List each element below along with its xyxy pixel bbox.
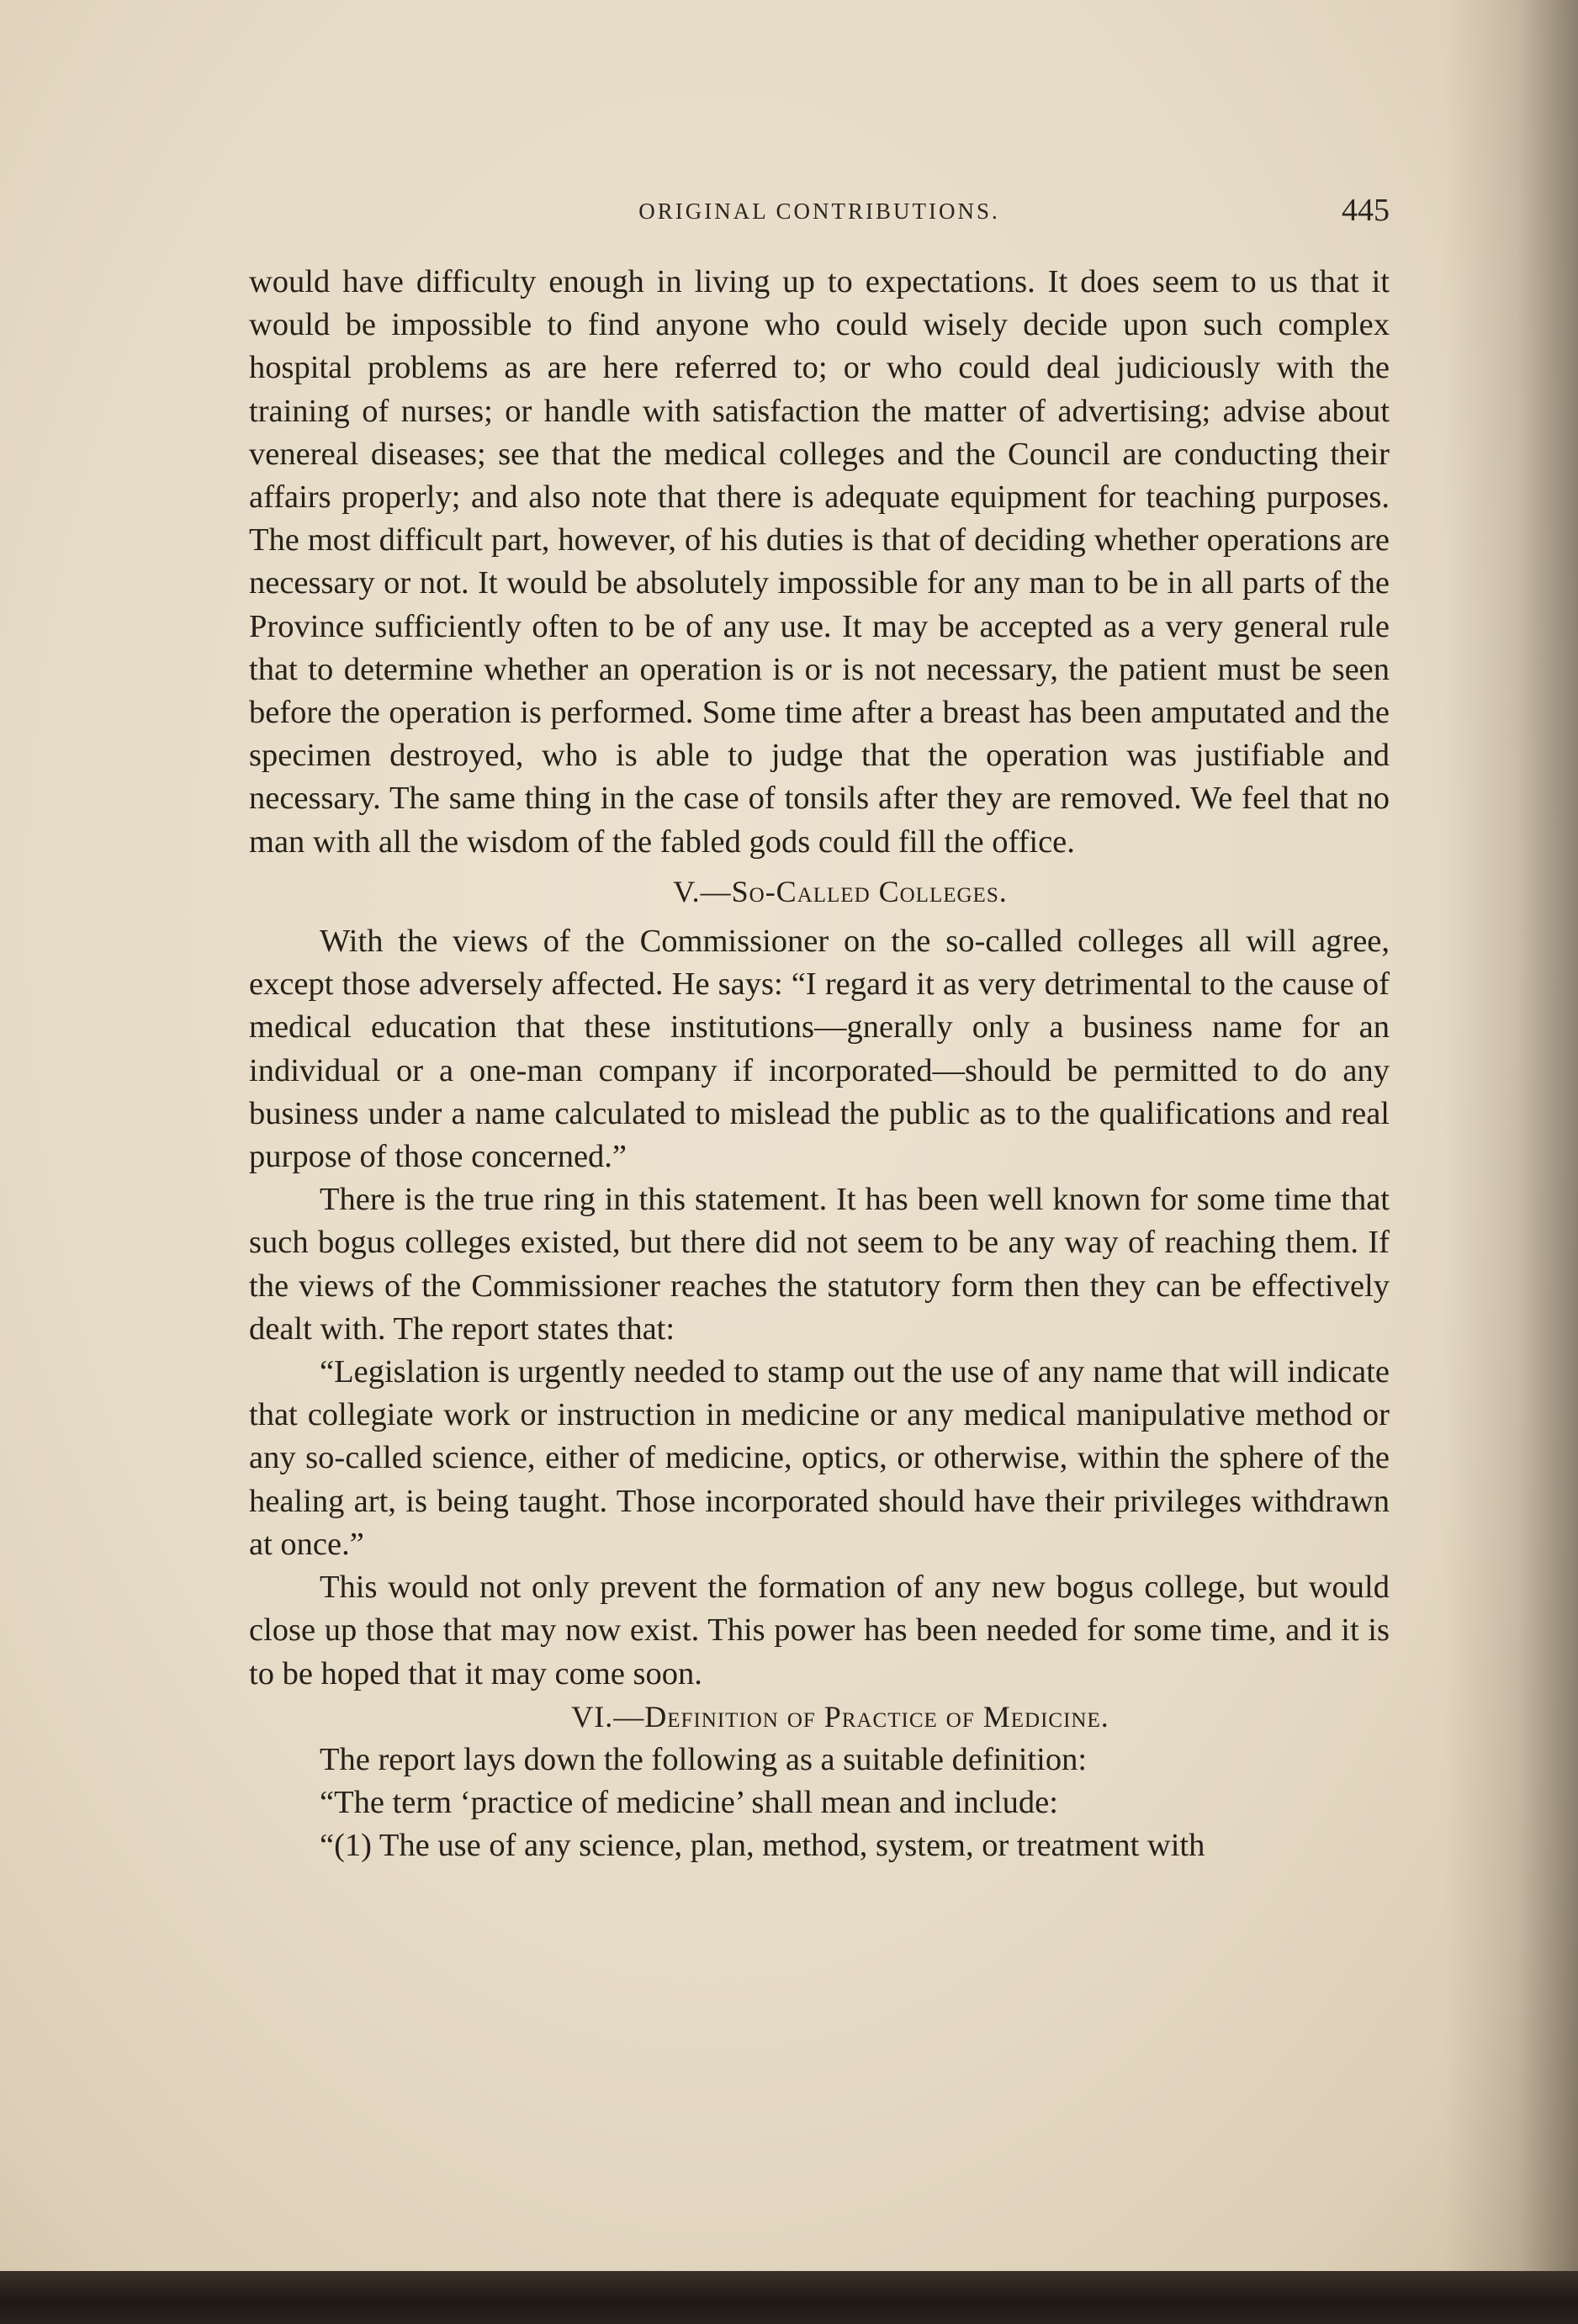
- paragraph-prevent-formation: This would not only prevent the formation of any new bogus college, but would close up those that may now exist. This power has been needed for some time, and it is to be hoped that it may come soon.: [249, 1570, 1390, 1691]
- page-number: 445: [1342, 193, 1390, 228]
- book-bottom-edge: [0, 2271, 1578, 2324]
- paragraph-continuation: would have difficulty enough in living up to expectations. It does seem to us that it would be impossible to find anyone who could wisely decide upon such complex hospital problems as are here referred to; or who could deal judiciously with the training of nurses; or handle with satisfaction the matter of advertising; advise about venereal diseases; see that the medical colleges and the Council are conducting their affairs properly; and also note that there is adequate equipment for teaching purposes. The most difficult part, however, of his duties is that of deciding whether operations are necessary or not. It would be absolutely impossible for any man to be in all parts of the Province sufficiently often to be of any use. It may be accepted as a very general rule that to determine whether an operation is or is not necessary, the patient must be seen before the operation is performed. Some time after a breast has been amputated and the specimen destroyed, who is able to judge that the operation was justifiable and necessary. The same thing in the case of tonsils after they are removed. We feel that no man with all the wisdom of the fabled gods could fill the office.: [249, 264, 1390, 860]
- page-header: [249, 192, 1390, 234]
- running-head: ORIGINAL CONTRIBUTIONS.: [638, 199, 1000, 224]
- body-text: [249, 261, 1390, 1868]
- section-heading-vi: VI.—Definition of Practice of Medicine.: [571, 1699, 1109, 1734]
- paragraph-commissioner-views: With the views of the Commissioner on the so-called colleges all will agree, except those adversely affected. He says: “I regard it as very detrimental to the cause of medical education that these institutions—gnerally only a business name for an individual or a one-man company if incorporated—should be permitted to do any business under a name calculated to mislead the public as to the qualifications and real purpose of those concerned.”: [249, 924, 1390, 1175]
- paragraph-definition-intro: The report lays down the following as a suitable definition:: [320, 1741, 1088, 1777]
- paragraph-true-ring: There is the true ring in this statement. It has been well known for some time that such bogus colleges existed, but there did not seem to be any way of reaching them. If the views of the Commissioner reaches the statutory form then they can be effectively dealt with. The report states that:: [249, 1182, 1390, 1347]
- paragraph-term-definition: “The term ‘practice of medicine’ shall mean and include:: [320, 1785, 1058, 1821]
- spine-shadow: [1443, 0, 1578, 2271]
- paragraph-item-one: “(1) The use of any science, plan, method, system, or treatment with: [320, 1828, 1205, 1864]
- section-heading-v: V.—So-Called Colleges.: [673, 874, 1008, 908]
- paragraph-legislation-quote: “Legislation is urgently needed to stamp out the use of any name that will indicate that collegiate work or instruction in medicine or any medical manipulative method or any so-called science, either of medicine, optics, or otherwise, within the sphere of the healing art, is being taught. Those incorporated should have their privileges withdrawn at once.”: [249, 1354, 1390, 1562]
